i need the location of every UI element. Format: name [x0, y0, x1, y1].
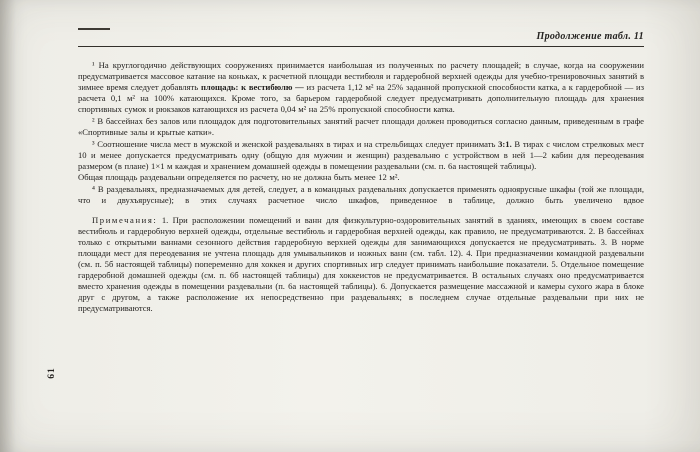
notes-label: Примечания:	[92, 215, 158, 225]
footnotes-block	[78, 60, 644, 314]
footnote-3-text-bold: 3:1.	[498, 139, 512, 149]
footnote-1-text-pre: ¹ На круглогодично действующих сооружениях принимается наибольшая из полученных по расчету площадей; в случае, когда на сооружении предусматривается массовое катание на коньках, к расчетной площади вестибюля и гардеробной верхней одежды для учебно-тренировочных занятий в зимнее время следует добавлять	[78, 60, 644, 92]
page-number: 61	[46, 367, 57, 379]
page-content	[78, 28, 644, 314]
footnote-3	[78, 139, 644, 172]
notes-paragraph	[78, 215, 644, 314]
footnote-1	[78, 60, 644, 115]
footnote-3-text-post: В тирах с числом стрелковых мест 10 и менее допускается предусматривать одну (общую для мужчин и женщин) раздевальню с устройством в ней 1—2 кабин для переодевания размером (в плане) 1×1 м каждая и хранением домашней одежды в помещении раздевальни (см. п. 6а настоящей таблицы).	[78, 139, 644, 171]
footnote-2	[78, 116, 644, 138]
header-divider	[78, 46, 644, 47]
footnote-1-text-bold: площадь: к вестибюлю —	[200, 82, 307, 92]
top-rule-mark	[78, 28, 110, 30]
footnote-3-text-pre: ³ Соотношение числа мест в мужской и женской раздевальнях в тирах и на стрельбищах следует принимать	[92, 139, 499, 149]
table-continuation-caption: Продолжение табл. 11	[536, 31, 644, 42]
footnote-4	[78, 184, 644, 206]
footnote-4-text: ⁴ В раздевальнях, предназначаемых для детей, следует, а в командных раздевальнях допускается применять одноярусные шкафы (той же площади, что и двухъярусные); в этих случаях расчетное число шкафов, приведенное в таблице, должно быть увеличено вдвое	[78, 184, 644, 205]
footnote-3-continuation: Общая площадь раздевальни определяется по расчету, но не должна быть менее 12 м².	[78, 172, 400, 182]
footnote-1-text-post: из расчета 1,12 м² на 25% заданной пропускной способности катка, а к гардеробной — из расчета 0,1 м² на 100% катающихся. Кроме того, за барьером гардеробной следует предусматривать дополнительную площадь для хранения спортивных сумок и рюкзаков катающихся из расчета 0,04 м² на 25% пропускной способности катка.	[78, 82, 645, 114]
footnote-2-text: ² В бассейнах без залов или площадок для подготовительных занятий расчет площади должен проводиться согласно данным, приведенным в графе «Спортивные залы и крытые катки».	[78, 116, 644, 137]
notes-text: 1. При расположении помещений и ванн для физкультурно-оздоровительных занятий в зданиях, имеющих в своем составе вестибюль и гардеробную верхней одежды, отдельные вестибюль и гардеробная верхней одежды, как правило, не предусматриваются. 2. В бассейнах только с открытыми ваннами сезонного действия гардеробную верхней одежды для занимающихся допускается не предусматривать. 3. В норме площади мест для переодевания не учтена площадь для умывальников и ножных ванн (см. табл. 12). 4. При предназначении командной раздевальни (см. п. 5б настоящей таблицы) попеременно для хоккея и других спортивных игр следует принимать наибольшие показатели. 5. Отдельное помещение гардеробной домашней одежды (см. п. 6б настоящей таблицы) для хоккеистов не предусматривается. В остальных случаях оно предусматривается вместо хранения одежды в помещении раздевальни (п. 6а настоящей таблицы). 6. Допускается размещение массажной и камеры сухого жара в блоке друг с другом, а также расположение их непосредственно при раздевальнях; в последнем случае отдельные раздевальни при них не предусматриваются.	[78, 215, 644, 313]
